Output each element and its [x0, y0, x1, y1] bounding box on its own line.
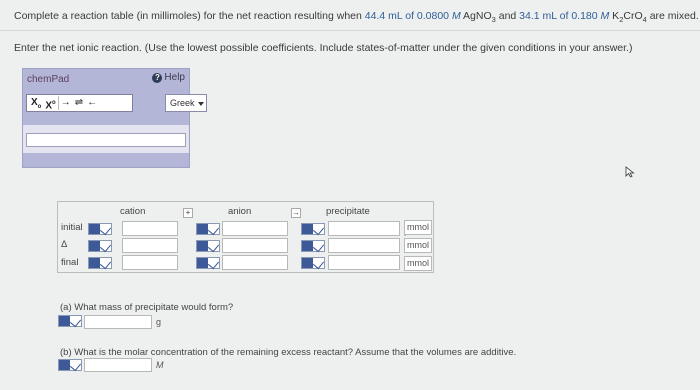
reaction-arrow-button[interactable]: →	[60, 97, 71, 108]
help-icon: ?	[152, 73, 162, 83]
volume-1: 44.4 mL of 0.0800	[364, 10, 452, 22]
chempad-panel	[22, 68, 195, 168]
check-answer-icon[interactable]	[196, 257, 220, 269]
row-label-delta: Δ	[61, 239, 68, 250]
anion-change-input[interactable]	[222, 238, 288, 253]
mass-answer-input[interactable]	[84, 315, 152, 329]
unit-delta: mmol	[404, 238, 432, 253]
volume-2: 34.1 mL of 0.180	[519, 10, 601, 22]
superscript-button[interactable]	[43, 95, 57, 111]
reagent-1: AgNO	[460, 10, 492, 22]
check-answer-icon[interactable]	[301, 223, 325, 235]
molarity-unit-2: M	[600, 10, 610, 22]
check-answer-icon[interactable]	[196, 223, 220, 235]
precipitate-header: precipitate	[326, 206, 370, 217]
plus-sign: +	[183, 208, 193, 218]
chevron-down-icon	[198, 102, 204, 106]
reaction-table	[57, 201, 434, 273]
check-answer-icon[interactable]	[301, 257, 325, 269]
cation-final-input[interactable]	[122, 255, 178, 270]
subscript-x: X	[31, 97, 38, 108]
chempad-title: chemPad	[27, 74, 70, 85]
anion-initial-input[interactable]	[222, 221, 288, 236]
help-button[interactable]	[152, 72, 185, 83]
check-answer-icon[interactable]	[88, 223, 112, 235]
check-answer-icon[interactable]	[88, 240, 112, 252]
superscript-mark: o	[52, 100, 56, 106]
problem-end: are mixed.	[646, 10, 699, 22]
unit-final: mmol	[404, 256, 432, 271]
concentration-answer-input[interactable]	[84, 358, 152, 372]
precipitate-change-input[interactable]	[328, 238, 400, 253]
greek-label: Greek	[170, 98, 195, 108]
check-answer-icon[interactable]	[58, 315, 82, 327]
superscript-x: X	[45, 100, 53, 112]
question-a: (a) What mass of precipitate would form?	[60, 302, 234, 313]
chempad-input-area	[23, 125, 189, 167]
and-text: and	[495, 10, 520, 22]
reaction-input[interactable]	[26, 133, 186, 147]
anion-final-input[interactable]	[222, 255, 288, 270]
subscript-button[interactable]	[29, 95, 43, 111]
chempad-toolbar	[26, 94, 133, 112]
unit-initial: mmol	[404, 220, 432, 235]
concentration-unit: M	[156, 360, 164, 370]
reaction-arrow: →	[292, 208, 300, 217]
cation-header: cation	[120, 206, 146, 217]
molarity-unit-1: M	[451, 10, 461, 22]
precipitate-initial-input[interactable]	[328, 221, 400, 236]
check-answer-icon[interactable]	[58, 359, 82, 371]
backspace-button[interactable]: ←	[87, 97, 98, 108]
check-answer-icon[interactable]	[196, 240, 220, 252]
divider	[0, 30, 700, 31]
reagent-1-subscript: 3	[491, 15, 496, 25]
greek-dropdown[interactable]	[165, 94, 207, 112]
reagent-2-subscript-1: 2	[619, 15, 624, 25]
reagent-2b: CrO	[623, 10, 643, 22]
chempad-footer	[23, 153, 189, 167]
row-label-initial: initial	[61, 222, 83, 233]
help-label: Help	[164, 72, 185, 83]
reagent-2a: K	[609, 10, 620, 22]
reagent-2-subscript-2: 4	[642, 15, 647, 25]
cation-change-input[interactable]	[122, 238, 178, 253]
problem-statement	[14, 10, 699, 24]
precipitate-final-input[interactable]	[328, 255, 400, 270]
question-b: (b) What is the molar concentration of the remaining excess reactant? Assume that the volumes are additive.	[60, 347, 517, 358]
subscript-mark: o	[37, 104, 42, 110]
check-answer-icon[interactable]	[88, 257, 112, 269]
instruction-text: Enter the net ionic reaction. (Use the lowest possible coefficients. Include states-of-matter under the given conditions in your answer.)	[14, 42, 633, 54]
equilibrium-arrow-button[interactable]: ⇌	[74, 97, 84, 108]
problem-text: Complete a reaction table (in millimoles) for the net reaction resulting when	[14, 10, 365, 22]
anion-header: anion	[228, 206, 252, 217]
mass-unit: g	[156, 317, 162, 327]
row-label-final: final	[61, 257, 79, 268]
cation-initial-input[interactable]	[122, 221, 178, 236]
mouse-cursor-icon	[625, 166, 635, 178]
check-answer-icon[interactable]	[301, 240, 325, 252]
